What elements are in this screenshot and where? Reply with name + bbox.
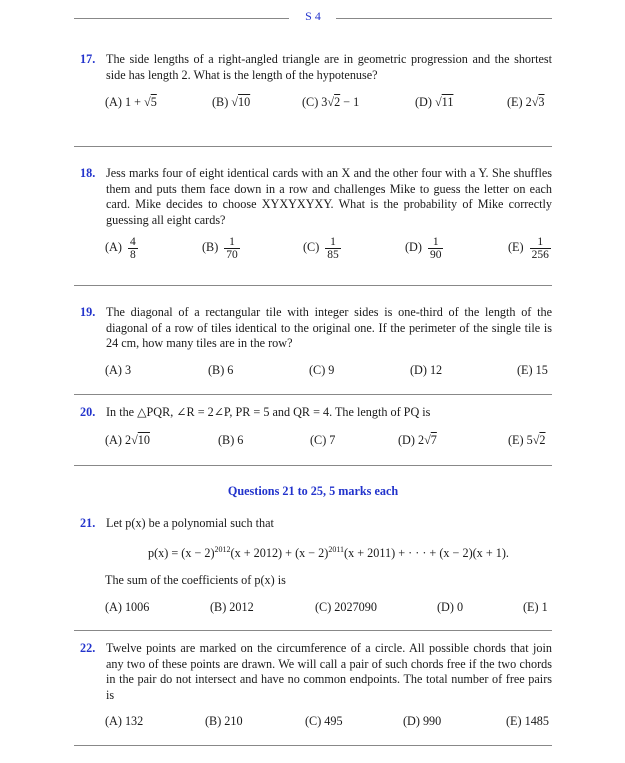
option-label: (A) <box>105 240 122 255</box>
question-text: Let p(x) be a polynomial such that <box>106 516 274 530</box>
option-value: 7 <box>329 433 336 447</box>
fraction <box>428 236 444 261</box>
divider <box>74 745 552 746</box>
radicand: 2 <box>334 95 341 109</box>
option-value: √ <box>434 95 442 109</box>
option-a[interactable] <box>105 433 150 448</box>
option-a[interactable]: (A) 1006 <box>105 600 150 614</box>
option-label: (A) <box>105 433 122 447</box>
question-text: Twelve points are marked on the circumference of a circle. All possible chords that join any two of these points are drawn. We will call a pair of such chords free if the two chords in the pair do not intersect and have no common endpoints. The total number of free pairs is <box>106 641 552 702</box>
fraction <box>530 236 551 261</box>
option-value: 1 + √ <box>124 95 151 109</box>
option-b[interactable]: (B) 210 <box>205 714 243 728</box>
option-c[interactable] <box>303 236 341 261</box>
option-c[interactable] <box>310 433 335 448</box>
denominator: 8 <box>129 249 136 261</box>
option-value: 3√ <box>321 95 335 109</box>
option-c[interactable]: (C) 9 <box>309 363 335 377</box>
option-b[interactable] <box>218 433 243 448</box>
fraction <box>325 236 341 261</box>
option-suffix: − 1 <box>340 95 360 109</box>
divider <box>74 465 552 466</box>
header-rule-right <box>336 18 552 19</box>
option-a[interactable]: (A) 132 <box>105 714 144 728</box>
radicand: 10 <box>238 95 251 109</box>
question-number: 20. <box>80 405 96 419</box>
option-value: 2√ <box>525 95 539 109</box>
option-e[interactable] <box>508 236 551 261</box>
option-e[interactable] <box>507 95 545 110</box>
question-18 <box>80 166 552 228</box>
question-17 <box>80 52 552 83</box>
option-e[interactable]: (E) 1 <box>523 600 548 614</box>
page-number: S 4 <box>305 9 321 23</box>
option-label: (D) <box>415 95 432 109</box>
option-value: 6 <box>237 433 244 447</box>
option-label: (D) <box>398 433 415 447</box>
option-e[interactable] <box>508 433 546 448</box>
option-label: (A) <box>105 95 122 109</box>
option-d[interactable]: (D) 0 <box>437 600 464 614</box>
option-label: (B) <box>212 95 229 109</box>
section-heading: Questions 21 to 25, 5 marks each <box>227 484 399 498</box>
numerator: 4 <box>129 236 136 248</box>
option-a[interactable] <box>105 236 138 261</box>
question-text: The diagonal of a rectangular tile with integer sides is one-third of the length of the diagonal of a row of tiles identical to the original one. If the perimeter of the single tile is 24 cm, how many tiles are in the row? <box>106 305 552 351</box>
fraction <box>128 236 138 261</box>
denominator: 70 <box>226 249 238 261</box>
option-e[interactable]: (E) 15 <box>517 363 548 377</box>
option-label: (D) <box>405 240 422 255</box>
formula-part: (x + 2012) + (x − 2) <box>230 546 329 561</box>
option-a[interactable] <box>105 95 157 110</box>
numerator: 1 <box>530 236 551 249</box>
option-label: (B) <box>202 240 219 255</box>
option-d[interactable] <box>415 95 453 110</box>
option-label: (E) <box>508 433 524 447</box>
radicand: 11 <box>441 95 454 109</box>
option-d[interactable]: (D) 990 <box>403 714 442 728</box>
divider <box>74 394 552 395</box>
question-number: 17. <box>80 52 96 66</box>
option-label: (E) <box>507 95 523 109</box>
denominator: 256 <box>531 249 549 261</box>
option-c[interactable]: (C) 2027090 <box>315 600 377 614</box>
option-a[interactable]: (A) 3 <box>105 363 132 377</box>
fraction <box>224 236 240 261</box>
option-label: (C) <box>302 95 319 109</box>
numerator: 1 <box>325 236 341 249</box>
option-label: (C) <box>303 240 320 255</box>
question-text: Jess marks four of eight identical cards with an X and the other four with a Y. She shuffles them and puts them face down in a row and challenges Mike to guess the letter on each card. Mike decides to choose XYXYXYXY. What is the probability of Mike correctly guessing all eight cards? <box>106 166 552 227</box>
radicand: 7 <box>430 433 437 447</box>
formula-part: p(x) = (x − 2) <box>148 546 215 561</box>
page-header <box>74 8 552 28</box>
option-b[interactable]: (B) 2012 <box>210 600 254 614</box>
divider <box>74 146 552 147</box>
option-c[interactable] <box>302 95 359 110</box>
option-e[interactable]: (E) 1485 <box>506 714 549 728</box>
divider <box>74 630 552 631</box>
question-number: 18. <box>80 166 96 180</box>
divider <box>74 285 552 286</box>
radicand: 2 <box>539 433 546 447</box>
numerator: 1 <box>428 236 444 249</box>
option-label: (B) <box>218 433 235 447</box>
option-value: 5√ <box>526 433 540 447</box>
question-number: 19. <box>80 305 96 319</box>
formula-exponent: 2011 <box>328 545 345 554</box>
question-19 <box>80 305 552 352</box>
denominator: 90 <box>429 249 442 261</box>
option-b[interactable] <box>212 95 250 110</box>
question-text: The side lengths of a right-angled triangle are in geometric progression and the shortest side has length 2. What is the length of the hypotenuse? <box>106 52 552 82</box>
question-followup: The sum of the coefficients of p(x) is <box>105 573 286 587</box>
option-b[interactable] <box>202 236 240 261</box>
denominator: 85 <box>327 249 339 261</box>
option-value: 2√ <box>417 433 431 447</box>
radicand: 10 <box>137 433 150 447</box>
option-value: √ <box>231 95 238 109</box>
option-label: (E) <box>508 240 524 255</box>
question-20 <box>80 405 552 421</box>
question-22 <box>80 641 552 703</box>
option-d[interactable] <box>398 433 437 448</box>
option-d[interactable] <box>405 236 443 261</box>
option-label: (C) <box>310 433 327 447</box>
question-number: 22. <box>80 641 96 655</box>
formula-exponent: 2012 <box>214 545 231 554</box>
radicand: 5 <box>150 95 157 109</box>
question-number: 21. <box>80 516 96 530</box>
option-c[interactable]: (C) 495 <box>305 714 343 728</box>
question-21 <box>80 516 552 532</box>
option-d[interactable]: (D) 12 <box>410 363 443 377</box>
numerator: 1 <box>224 236 240 249</box>
polynomial-formula <box>148 545 509 561</box>
option-value: 2√ <box>124 433 138 447</box>
option-b[interactable]: (B) 6 <box>208 363 234 377</box>
header-rule-left <box>74 18 289 19</box>
question-text: In the △PQR, ∠R = 2∠P, PR = 5 and QR = 4. The length of PQ is <box>106 405 431 419</box>
formula-part: (x + 2011) + · · · + (x − 2)(x + 1). <box>344 546 509 561</box>
radicand: 3 <box>538 95 545 109</box>
